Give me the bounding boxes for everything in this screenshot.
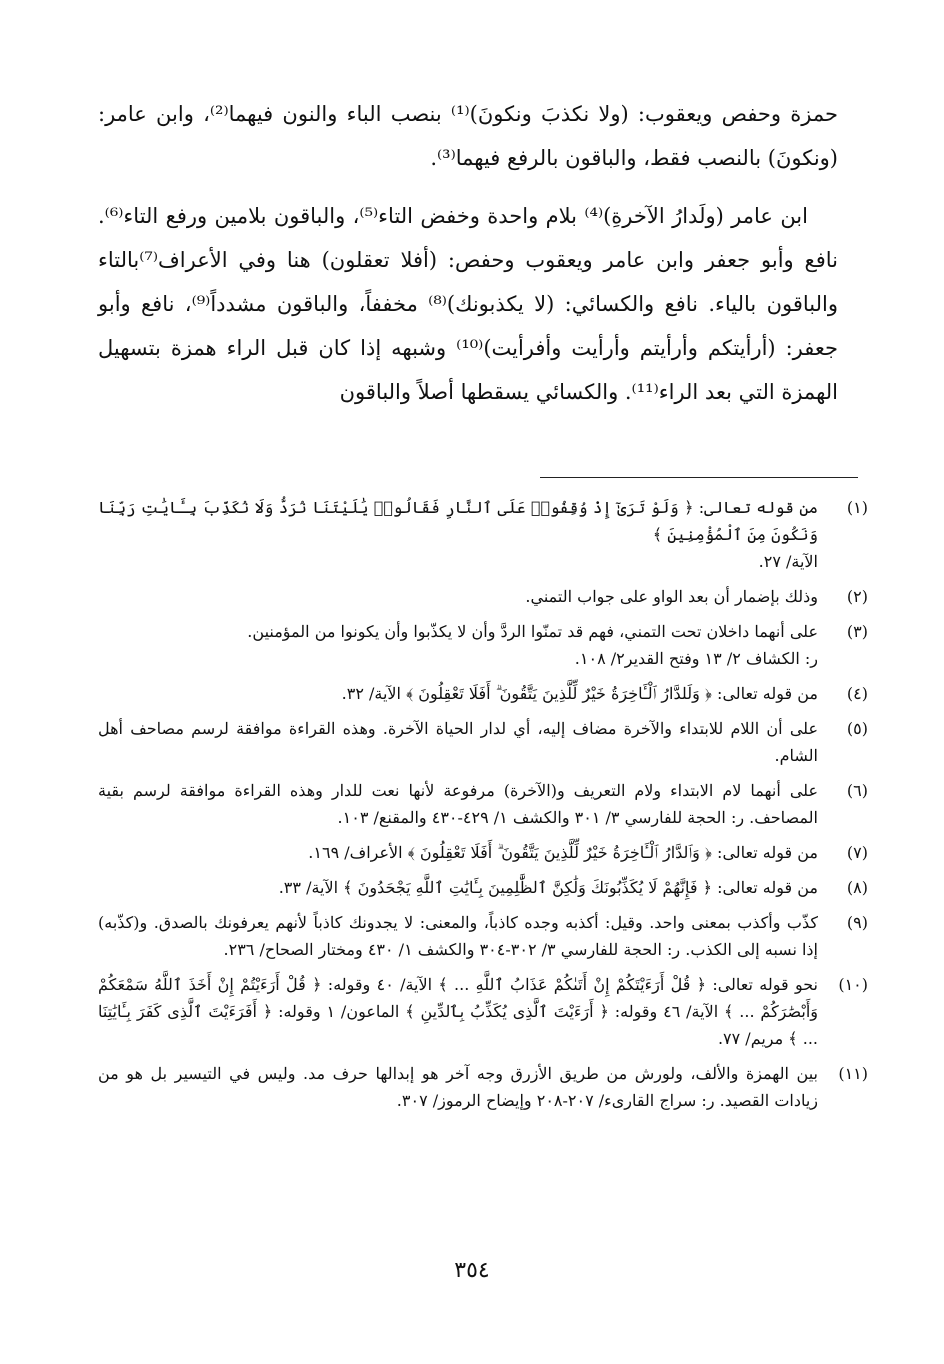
footnote-9 [98,909,868,963]
footnote-text: بين الهمزة والألف، ولورش من طريق الأزرق وجه آخر هو إبدالها حرف مد. وليس في التيسير بل هو من زيادات القصيد. ر: سراج القارىء/ ٢٠٧-٢٠٨ وإيضاح الرموز/ ٣٠٧. [98,1064,818,1110]
footnote-number: (٧) [846,843,868,862]
footnote-2 [98,583,868,610]
footnote-text: من قوله تعالى: ﴿ فَإِنَّهُمْ لَا يُكَذِّبُونَكَ وَلَٰكِنَّ ٱلظَّٰلِمِينَ بِـَٔايَٰتِ ٱللَّهِ يَجْحَدُونَ ﴾ الآية/ ٣٣. [278,878,818,897]
footnote-number: (١٠) [838,975,868,994]
footnote-number: (٢) [846,587,868,606]
footnote-number: (٣) [846,622,868,641]
footnotes [98,494,868,1122]
footnote-text: على أنهما لام الابتداء ولام التعريف و(الآخرة) مرفوعة لأنها نعت للدار وهذه القراءة موافقة لرسم بقية المصاحف. ر: الحجة للفارسي ٣/ ٣٠١ والكشف ١/ ٤٢٩-٤٣٠ والمقنع/ ١٠٣. [98,781,818,827]
footnote-text: على أن اللام للابتداء والآخرة مضاف إليه، أي لدار الحياة الآخرة. وهذه القراءة موافقة لرسم مصاحف أهل الشام. [98,719,818,765]
footnote-3 [98,618,868,672]
footnote-text: الآية/ ٢٧. [758,552,818,571]
footnote-11 [98,1060,868,1114]
footnote-8 [98,874,868,901]
footnote-5 [98,715,868,769]
footnote-7 [98,839,868,866]
footnote-4 [98,680,868,707]
main-paragraph: حمزة وحفص ويعقوب: (ولا نكذبَ ونكونَ)⁽¹⁾ بنصب الباء والنون فيهما⁽²⁾، وابن عامر: (ونكونَ) بالنصب فقط، والباقون بالرفع فيهما⁽³⁾. [98,102,838,170]
footnote-text: نحو قوله تعالى: ﴿ قُلْ أَرَءَيْتَكُمْ إِنْ أَتَىٰكُمْ عَذَابُ ٱللَّهِ ... ﴾ الآية/ ٤٠ وقوله: ﴿ قُلْ أَرَءَيْتُمْ إِنْ أَخَذَ ٱللَّهُ سَمْعَكُمْ وَأَبْصَٰرَكُمْ ... ﴾ الآية/ ٤٦ وقوله: ﴿ أَرَءَيْتَ ٱلَّذِى يُكَذِّبُ بِٱلدِّينِ ﴾ الماعون/ ١ وقوله: ﴿ أَفَرَءَيْتَ ٱلَّذِى كَفَرَ بِـَٔايَٰتِنَا ... ﴾ مريم/ ٧٧. [98,975,819,1048]
footnote-1 [98,494,868,575]
footnote-text: من قوله تعالى: ﴿ وَلَوْ تَرَىٰٓ إِذْ وُقِفُوا۟ عَلَى ٱلنَّارِ فَقَالُوا۟ يَٰلَيْتَنَا نُرَدُّ وَلَا نُكَذِّبَ بِـَٔايَٰتِ رَبِّنَا وَنَكُونَ مِنَ ٱلْمُؤْمِنِينَ ﴾ [98,498,818,544]
footnote-number: (٩) [846,913,868,932]
footnote-text: وذلك بإضمار أن بعد الواو على جواب التمني. [525,587,818,606]
footnote-text: من قوله تعالى: ﴿ وَلَلدَّارُ ٱلْـَٔاخِرَةُ خَيْرٌ لِّلَّذِينَ يَتَّقُونَ ۗ أَفَلَا تَعْقِلُونَ ﴾ الآية/ ٣٢. [341,684,818,703]
footnote-number: (١) [846,498,868,517]
page-number: ٣٥٤ [454,1258,490,1283]
footnote-divider [540,477,858,478]
footnote-number: (٦) [846,781,868,800]
footnote-number: (١١) [838,1064,868,1083]
footnote-10 [98,971,868,1052]
footnote-6 [98,777,868,831]
footnote-text: على أنهما داخلان تحت التمني، فهم قد تمنّوا الردَّ وأن لا يكذّبوا وأن يكونوا من المؤمنين. [247,622,818,641]
footnote-number: (٥) [846,719,868,738]
footnote-text: من قوله تعالى: ﴿ وَٱلدَّارُ ٱلْـَٔاخِرَةُ خَيْرٌ لِّلَّذِينَ يَتَّقُونَ ۗ أَفَلَا تَعْقِلُونَ ﴾ الأعراف/ ١٦٩. [308,843,818,862]
footnote-number: (٤) [846,684,868,703]
footnote-text: كذّب وأكذب بمعنى واحد. وقيل: أكذبه وجده كاذباً، والمعنى: لا يجدونك كاذباً لأنهم يعرفونك بالصدق. و(كذّبه) إذا نسبه إلى الكذب. ر: الحجة للفارسي ٣/ ٣٠٢-٣٠٤ والكشف ١/ ٤٣٠ ومختار الصحاح/ ٢٣٦. [98,913,818,959]
footnote-text: ر: الكشاف ٢/ ١٣ وفتح القدير٢/ ١٠٨. [574,649,818,668]
footnote-number: (٨) [846,878,868,897]
main-text [98,92,838,428]
main-paragraph: ابن عامر (ولَدارُ الآخرةِ)⁽⁴⁾ بلام واحدة وخفض التاء⁽⁵⁾، والباقون بلامين ورفع التاء⁽⁶⁾. نافع وأبو جعفر وابن عامر ويعقوب وحفص: (أفلا تعقلون) هنا وفي الأعراف⁽⁷⁾بالتاء والباقون بالياء. نافع والكسائي: (لا يكذبونك)⁽⁸⁾ مخففاً، والباقون مشدداً⁽⁹⁾، نافع وأبو جعفر: (أرأيتكم وأرأيتم وأرأيت وأفرأيت)⁽¹⁰⁾ وشبهه إذا كان قبل الراء همزة بتسهيل الهمزة التي بعد الراء⁽¹¹⁾. والكسائي يسقطها أصلاً والباقون [98,204,838,404]
